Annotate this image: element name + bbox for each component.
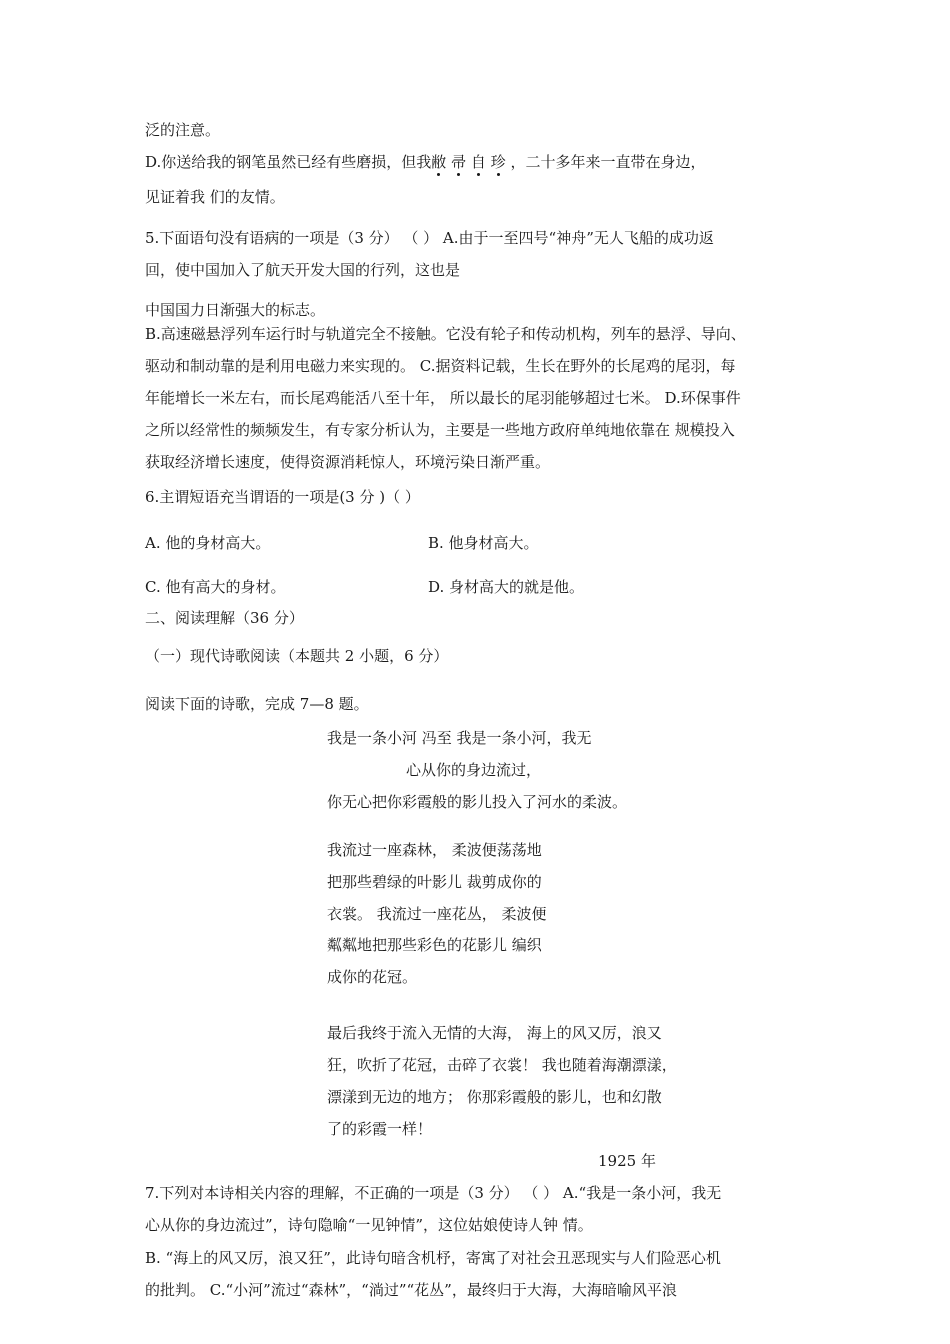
- text-line: 见证着我 们的友情。: [145, 188, 285, 206]
- poem-line: 我流过一座森林， 柔波便荡荡地: [327, 841, 542, 859]
- subsection-heading: （一）现代诗歌阅读（本题共 2 小题，6 分）: [145, 647, 449, 665]
- question-5: 5.下面语句没有语病的一项是（3 分） （ ） A.由于一至四号“神舟”无人飞船的成功返: [145, 229, 714, 247]
- section-heading: 二、阅读理解（36 分）: [145, 609, 304, 627]
- question-6: 6.主谓短语充当谓语的一项是(3 分 )（ ）: [145, 488, 420, 506]
- emphasis-char: 敝: [431, 153, 447, 171]
- question-7: 7.下列对本诗相关内容的理解，不正确的一项是（3 分） （ ） A.“我是一条小河，我无: [145, 1184, 722, 1202]
- text-line: 心从你的身边流过”，诗句隐喻“一见钟情”，这位姑娘使诗人钟 情。: [145, 1216, 593, 1234]
- option-c: C. 他有高大的身材。: [145, 578, 286, 596]
- poem-line: 粼粼地把那些彩色的花影儿 编织: [327, 936, 542, 954]
- text-line: 驱动和制动靠的是利用电磁力来实现的。 C.据资料记载，生长在野外的长尾鸡的尾羽，每: [145, 357, 736, 375]
- option-b: B. 他身材高大。: [428, 534, 539, 552]
- emphasis-char: 帚: [451, 153, 467, 171]
- poem-line: 你无心把你彩霞般的影儿投入了河水的柔波。: [327, 793, 628, 811]
- poem-line: 成你的花冠。: [327, 968, 418, 986]
- option-d-line: [145, 152, 705, 172]
- poem-line: 我是一条小河 冯至 我是一条小河，我无: [327, 729, 592, 747]
- poem-line: 了的彩霞一样！: [327, 1120, 433, 1138]
- text-segment: D.你送给我的钢笔虽然已经有些磨损，但我: [145, 153, 432, 171]
- text-line: 回，使中国加入了航天开发大国的行列，这也是: [145, 261, 461, 279]
- text-line: 中国国力日渐强大的标志。: [145, 301, 326, 319]
- poem-line: 最后我终于流入无情的大海， 海上的风又厉，浪又: [327, 1024, 662, 1042]
- text-line: 获取经济增长速度，使得资源消耗惊人，环境污染日渐严重。: [145, 453, 551, 471]
- poem-line: 狂，吹折了花冠，击碎了衣裳！ 我也随着海潮漂漾，: [327, 1056, 677, 1074]
- poem-line: 心从你的身边流过，: [406, 761, 542, 779]
- option-d: D. 身材高大的就是他。: [428, 578, 585, 596]
- poem-line: 把那些碧绿的叶影儿 裁剪成你的: [327, 873, 542, 891]
- text-segment: ，二十多年来一直带在身边，: [510, 153, 706, 171]
- instruction-line: 阅读下面的诗歌，完成 7—8 题。: [145, 695, 369, 713]
- option-a: A. 他的身材高大。: [145, 534, 271, 552]
- text-line: B.高速磁悬浮列车运行时与轨道完全不接触。它没有轮子和传动机构，列车的悬浮、导向、: [145, 325, 746, 343]
- text-line: 之所以经常性的频频发生，有专家分析认为，主要是一些地方政府单纯地依靠在 规模投入: [145, 421, 735, 439]
- text-line: 泛的注意。: [145, 121, 221, 139]
- poem-line: 衣裳。 我流过一座花丛， 柔波便: [327, 905, 547, 923]
- text-line: B. “海上的风又厉，浪又狂”，此诗句暗含机杼，寄寓了对社会丑恶现实与人们险恶心机: [145, 1249, 721, 1267]
- emphasis-char: 珍: [490, 153, 506, 171]
- emphasis-char: 自: [470, 153, 486, 171]
- poem-date: 1925 年: [598, 1152, 656, 1170]
- text-line: 的批判。 C.“小河”流过“森林”，“淌过”“花丛”，最终归于大海，大海暗喻风平浪: [145, 1281, 677, 1299]
- text-line: 年能增长一米左右，而长尾鸡能活八至十年， 所以最长的尾羽能够超过七米。 D.环保事件: [145, 389, 741, 407]
- poem-line: 漂漾到无边的地方； 你那彩霞般的影儿，也和幻散: [327, 1088, 662, 1106]
